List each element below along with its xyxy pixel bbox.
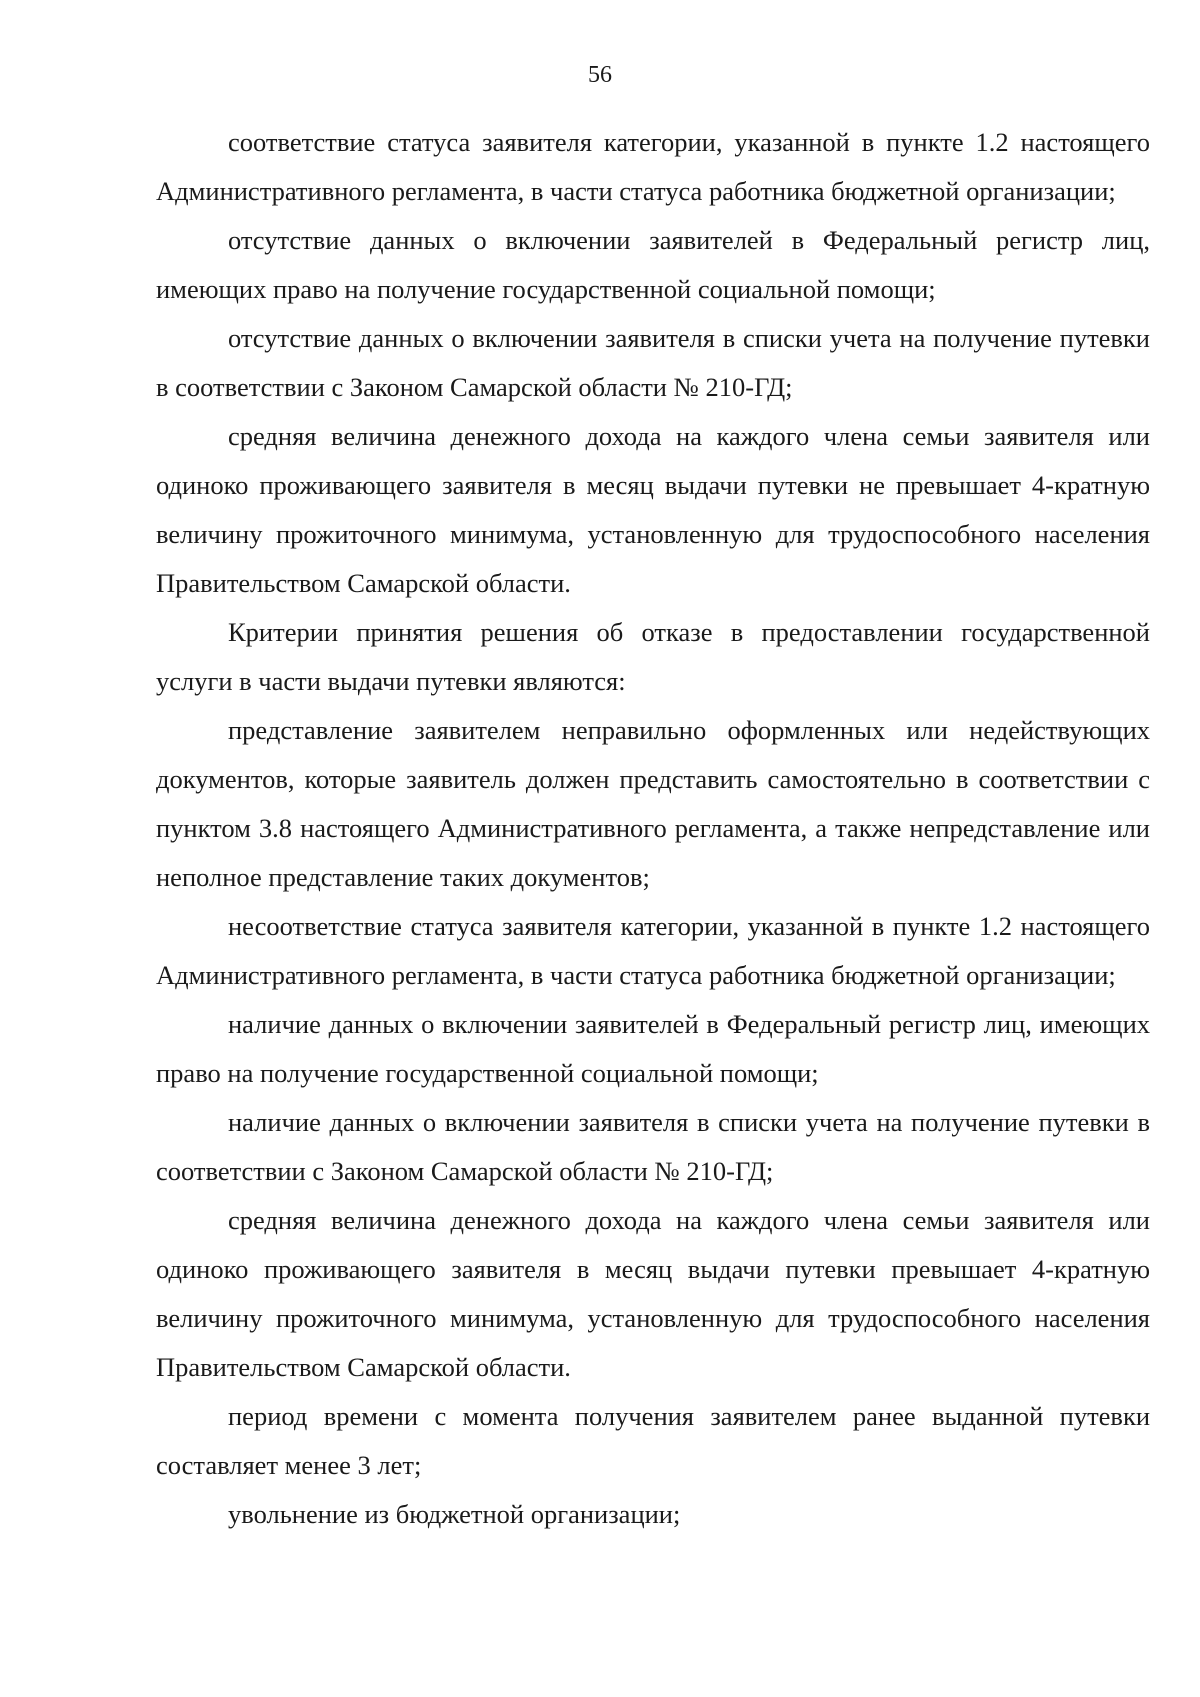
paragraph: наличие данных о включении заявителя в списки учета на получение путевки в соответствии с Законом Самарской области № 210-ГД; <box>156 1107 1150 1186</box>
paragraph: Критерии принятия решения об отказе в предоставлении государственной услуги в части выдачи путевки являются: <box>156 617 1150 696</box>
paragraph: соответствие статуса заявителя категории, указанной в пункте 1.2 настоящего Административного регламента, в части статуса работника бюджетной организации; <box>156 127 1150 206</box>
paragraph: представление заявителем неправильно оформленных или недействующих документов, которые заявитель должен представить самостоятельно в соответствии с пунктом 3.8 настоящего Административного регламента, а также непредставление или неполное представление таких документов; <box>156 715 1150 892</box>
paragraph: средняя величина денежного дохода на каждого члена семьи заявителя или одиноко проживающего заявителя в месяц выдачи путевки превышает 4-кратную величину прожиточного минимума, установленную для трудоспособного населения Правительством Самарской области. <box>156 1205 1150 1382</box>
paragraph: увольнение из бюджетной организации; <box>228 1499 681 1529</box>
paragraph: отсутствие данных о включении заявителя в списки учета на получение путевки в соответствии с Законом Самарской области № 210-ГД; <box>156 323 1150 402</box>
paragraph: несоответствие статуса заявителя категории, указанной в пункте 1.2 настоящего Административного регламента, в части статуса работника бюджетной организации; <box>156 911 1150 990</box>
paragraph: средняя величина денежного дохода на каждого члена семьи заявителя или одиноко проживающего заявителя в месяц выдачи путевки не превышает 4-кратную величину прожиточного минимума, установленную для трудоспособного населения Правительством Самарской области. <box>156 421 1150 598</box>
paragraph: отсутствие данных о включении заявителей в Федеральный регистр лиц, имеющих право на получение государственной социальной помощи; <box>156 225 1150 304</box>
paragraph: период времени с момента получения заявителем ранее выданной путевки составляет менее 3 лет; <box>156 1401 1150 1480</box>
document-body <box>156 118 1150 1539</box>
paragraph: наличие данных о включении заявителей в Федеральный регистр лиц, имеющих право на получение государственной социальной помощи; <box>156 1009 1150 1088</box>
page-number: 56 <box>588 62 612 88</box>
